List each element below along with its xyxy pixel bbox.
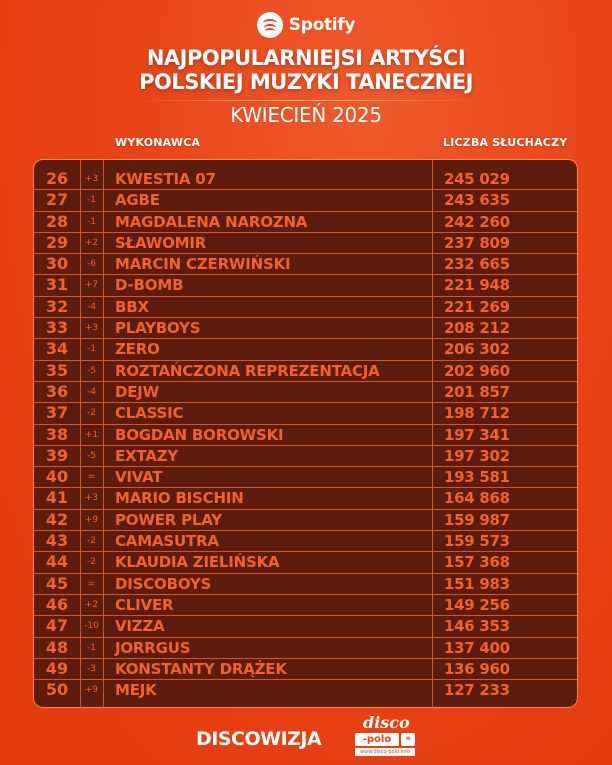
artist-name-cell: VIVAT bbox=[115, 468, 163, 487]
change-cell: -1 bbox=[87, 195, 96, 206]
ranking-table bbox=[33, 159, 578, 708]
artist-name-cell: MARIO BISCHIN bbox=[115, 489, 244, 508]
table-row bbox=[34, 297, 577, 318]
table-row bbox=[34, 403, 577, 424]
change-cell: +9 bbox=[84, 514, 99, 525]
listeners-cell: 201 857 bbox=[444, 382, 510, 401]
rank-cell: 31 bbox=[45, 275, 69, 295]
artist-name-cell: KLAUDIA ZIELIŃSKA bbox=[115, 553, 280, 572]
listeners-cell: 146 353 bbox=[444, 617, 510, 636]
table-row bbox=[34, 275, 577, 296]
listeners-cell: 149 256 bbox=[444, 595, 510, 614]
artist-name-cell: ROZTAŃCZONA REPREZENTACJA bbox=[115, 361, 380, 380]
table-row bbox=[34, 510, 577, 531]
disco-word: disco bbox=[363, 713, 410, 732]
listeners-cell: 151 983 bbox=[444, 574, 510, 593]
artist-name-cell: MAGDALENA NAROZNA bbox=[115, 212, 308, 231]
rank-cell: 26 bbox=[45, 169, 69, 188]
table-row bbox=[34, 339, 577, 360]
listeners-cell: 208 212 bbox=[444, 319, 510, 338]
change-cell: -4 bbox=[87, 301, 96, 312]
artist-name-cell: D-BOMB bbox=[115, 276, 184, 295]
artist-name-cell: CAMASUTRA bbox=[115, 532, 219, 551]
change-cell: +7 bbox=[84, 280, 99, 291]
period-subtitle: KWIECIEŃ 2025 bbox=[230, 103, 382, 127]
disco-polo-logo bbox=[355, 713, 415, 759]
listeners-cell: 237 809 bbox=[444, 233, 510, 252]
rank-cell: 46 bbox=[45, 594, 69, 614]
rank-cell: 36 bbox=[45, 381, 69, 401]
change-cell: +2 bbox=[84, 599, 99, 610]
fast-forward-icon: » bbox=[401, 733, 415, 746]
column-header-listeners: LICZBA SŁUCHACZY bbox=[443, 136, 568, 149]
artist-name-cell: KONSTANTY DRĄŻEK bbox=[115, 659, 287, 678]
change-cell: +9 bbox=[84, 685, 99, 696]
table-row bbox=[34, 574, 577, 595]
spotify-logo-icon bbox=[257, 12, 283, 38]
listeners-cell: 206 302 bbox=[444, 340, 510, 359]
change-cell: = bbox=[87, 472, 96, 483]
artist-name-cell: AGBE bbox=[115, 191, 160, 210]
spotify-brand bbox=[0, 12, 612, 38]
rank-cell: 41 bbox=[45, 488, 69, 508]
change-cell: +3 bbox=[84, 493, 99, 504]
listeners-cell: 245 029 bbox=[444, 170, 510, 188]
change-cell: -1 bbox=[87, 642, 96, 653]
disco-polo-url: www.disco-polo.info bbox=[355, 748, 415, 756]
change-cell: -1 bbox=[87, 216, 96, 227]
rank-cell: 48 bbox=[45, 637, 69, 657]
table-row bbox=[34, 616, 577, 637]
table-row bbox=[34, 552, 577, 573]
rank-cell: 38 bbox=[45, 424, 69, 444]
rank-cell: 39 bbox=[45, 445, 69, 465]
change-cell: -10 bbox=[84, 621, 99, 632]
artist-name-cell: DISCOBOYS bbox=[115, 574, 212, 593]
discowizja-logo: DISCOWIZJA bbox=[196, 728, 322, 750]
rank-cell: 37 bbox=[45, 403, 69, 423]
listeners-cell: 202 960 bbox=[444, 361, 510, 380]
artist-name-cell: CLASSIC bbox=[115, 404, 184, 423]
artist-name-cell: BOGDAN BOROWSKI bbox=[115, 425, 284, 444]
artist-name-cell: EXTAZY bbox=[115, 446, 179, 465]
listeners-cell: 232 665 bbox=[444, 255, 510, 274]
title-divider bbox=[140, 100, 472, 101]
table-row bbox=[34, 638, 577, 659]
table-row bbox=[34, 488, 577, 509]
table-row bbox=[34, 680, 577, 701]
listeners-cell: 198 712 bbox=[444, 404, 510, 423]
table-row bbox=[34, 318, 577, 339]
artist-name-cell: BBX bbox=[115, 297, 149, 316]
rank-cell: 28 bbox=[45, 211, 69, 231]
rank-cell: 34 bbox=[45, 339, 69, 359]
table-row bbox=[34, 361, 577, 382]
listeners-cell: 127 233 bbox=[444, 681, 510, 700]
listeners-cell: 159 987 bbox=[444, 510, 510, 529]
artist-name-cell: MEJK bbox=[115, 681, 157, 700]
change-cell: -1 bbox=[87, 344, 96, 355]
rank-cell: 50 bbox=[45, 680, 69, 700]
table-row bbox=[34, 425, 577, 446]
artist-name-cell: DEJW bbox=[115, 382, 160, 401]
rank-cell: 42 bbox=[45, 509, 69, 529]
change-cell: +3 bbox=[84, 174, 99, 184]
rank-cell: 44 bbox=[45, 552, 69, 572]
artist-name-cell: VIZZA bbox=[115, 617, 165, 636]
spotify-wordmark: Spotify bbox=[288, 15, 356, 35]
artist-name-cell: MARCIN CZERWIŃSKI bbox=[115, 255, 291, 274]
change-cell: -2 bbox=[87, 557, 96, 568]
table-row bbox=[34, 169, 577, 190]
listeners-cell: 243 635 bbox=[444, 191, 510, 210]
table-row bbox=[34, 254, 577, 275]
rank-cell: 49 bbox=[45, 658, 69, 678]
rank-cell: 40 bbox=[45, 467, 69, 487]
table-body bbox=[34, 169, 577, 701]
table-row bbox=[34, 467, 577, 488]
change-cell: +1 bbox=[84, 429, 99, 440]
change-cell: -4 bbox=[87, 386, 96, 397]
rank-cell: 33 bbox=[45, 318, 69, 338]
table-row bbox=[34, 233, 577, 254]
change-cell: -3 bbox=[87, 663, 96, 674]
listeners-cell: 197 341 bbox=[444, 425, 510, 444]
rank-cell: 32 bbox=[45, 296, 69, 316]
listeners-cell: 164 868 bbox=[444, 489, 510, 508]
change-cell: -5 bbox=[87, 450, 96, 461]
artist-name-cell: PLAYBOYS bbox=[115, 319, 201, 338]
artist-name-cell: POWER PLAY bbox=[115, 510, 222, 529]
rank-cell: 29 bbox=[45, 232, 69, 252]
title-line-1: NAJPOPULARNIEJSI ARTYŚCI bbox=[146, 46, 466, 70]
change-cell: -6 bbox=[87, 259, 96, 270]
listeners-cell: 159 573 bbox=[444, 532, 510, 551]
table-row bbox=[34, 212, 577, 233]
table-row bbox=[34, 595, 577, 616]
rank-cell: 47 bbox=[45, 616, 69, 636]
table-row bbox=[34, 382, 577, 403]
artist-name-cell: CLIVER bbox=[115, 595, 174, 614]
listeners-cell: 137 400 bbox=[444, 638, 510, 657]
change-cell: +2 bbox=[84, 237, 99, 248]
listeners-cell: 242 260 bbox=[444, 212, 510, 231]
listeners-cell: 136 960 bbox=[444, 659, 510, 678]
rank-cell: 43 bbox=[45, 531, 69, 551]
change-cell: = bbox=[87, 578, 96, 589]
table-row bbox=[34, 659, 577, 680]
rank-cell: 27 bbox=[45, 190, 69, 210]
rank-cell: 45 bbox=[45, 573, 69, 593]
listeners-cell: 221 948 bbox=[444, 276, 510, 295]
listeners-cell: 221 269 bbox=[444, 297, 510, 316]
change-cell: -2 bbox=[87, 536, 96, 547]
column-header-artist: WYKONAWCA bbox=[115, 136, 201, 149]
table-row bbox=[34, 190, 577, 211]
artist-name-cell: KWESTIA 07 bbox=[115, 170, 216, 188]
artist-name-cell: SŁAWOMIR bbox=[115, 233, 207, 252]
change-cell: -2 bbox=[87, 408, 96, 419]
artist-name-cell: JORRGUS bbox=[115, 638, 191, 657]
artist-name-cell: ZERO bbox=[115, 340, 160, 359]
polo-word: -polo bbox=[355, 733, 399, 746]
title-line-2: POLSKIEJ MUZYKI TANECZNEJ bbox=[139, 70, 473, 94]
table-row bbox=[34, 531, 577, 552]
listeners-cell: 197 302 bbox=[444, 446, 510, 465]
table-row bbox=[34, 446, 577, 467]
change-cell: +3 bbox=[84, 323, 99, 334]
rank-cell: 35 bbox=[45, 360, 69, 380]
change-cell: -5 bbox=[87, 365, 96, 376]
page-title bbox=[0, 46, 612, 94]
listeners-cell: 193 581 bbox=[444, 468, 510, 487]
rank-cell: 30 bbox=[45, 254, 69, 274]
listeners-cell: 157 368 bbox=[444, 553, 510, 572]
